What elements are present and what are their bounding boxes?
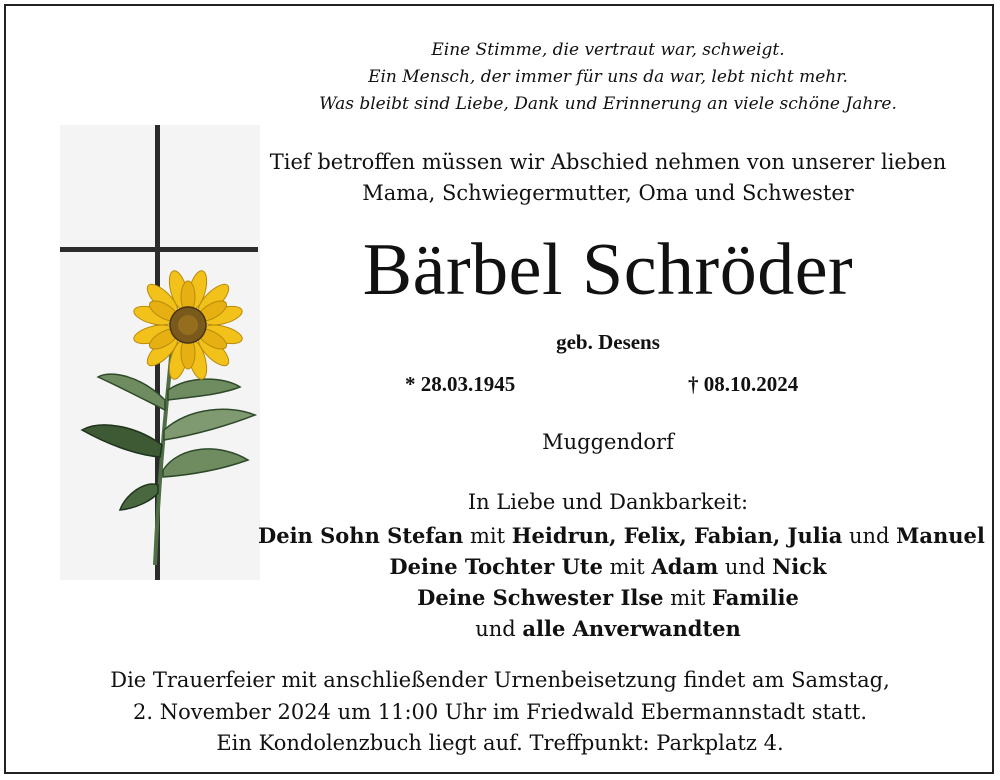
family-line-3 (258, 585, 958, 610)
footer-line-2: 2. November 2024 um 11:00 Uhr im Friedwald Ebermannstadt statt. (132, 700, 867, 724)
family-sister-family: Familie (711, 585, 799, 610)
family-daughter-relative-2: Nick (772, 554, 827, 579)
birth-date: * 28.03.1945 (405, 372, 516, 396)
family-daughter-relative-1: Adam (651, 554, 719, 579)
family-sister: Deine Schwester Ilse (417, 585, 664, 610)
connector-text: und (475, 617, 523, 641)
connector-text: mit (603, 555, 652, 579)
place-name: Muggendorf (542, 430, 674, 454)
family-line-1 (258, 523, 985, 548)
poem-line-2: Ein Mensch, der immer für uns da war, lebt nicht mehr. (368, 67, 848, 87)
connector-text: und (842, 524, 897, 548)
footer-line-3: Ein Kondolenzbuch liegt auf. Treffpunkt: Parkplatz 4. (216, 731, 784, 755)
family-line-2 (258, 554, 958, 579)
family-line-4 (258, 616, 958, 641)
family-son-relative-last: Manuel (896, 523, 985, 548)
connector-text: mit (463, 524, 512, 548)
cross-sunflower-image (60, 125, 260, 580)
family-son: Dein Sohn Stefan (258, 523, 464, 548)
maiden-name: geb. Desens (556, 330, 660, 354)
family-relatives: alle Anverwandten (522, 616, 741, 641)
gratitude-line: In Liebe und Dankbarkeit: (467, 490, 749, 514)
cross-horizontal-bar (60, 247, 258, 252)
family-son-relatives: Heidrun, Felix, Fabian, Julia (511, 523, 843, 548)
family-daughter: Deine Tochter Ute (389, 554, 603, 579)
deceased-name: Bärbel Schröder (362, 229, 854, 311)
poem-line-3: Was bleibt sind Liebe, Dank und Erinnerung an viele schöne Jahre. (319, 94, 897, 114)
poem-line-1: Eine Stimme, die vertraut war, schweigt. (431, 40, 785, 60)
footer-line-1: Die Trauerfeier mit anschließender Urnenbeisetzung findet am Samstag, (110, 668, 890, 692)
connector-text: und (718, 555, 773, 579)
intro-line-2: Mama, Schwiegermutter, Oma und Schwester (362, 181, 854, 205)
intro-line-1: Tief betroffen müssen wir Abschied nehmen von unserer lieben (269, 150, 947, 174)
connector-text: mit (663, 586, 712, 610)
death-date: † 08.10.2024 (688, 372, 799, 396)
